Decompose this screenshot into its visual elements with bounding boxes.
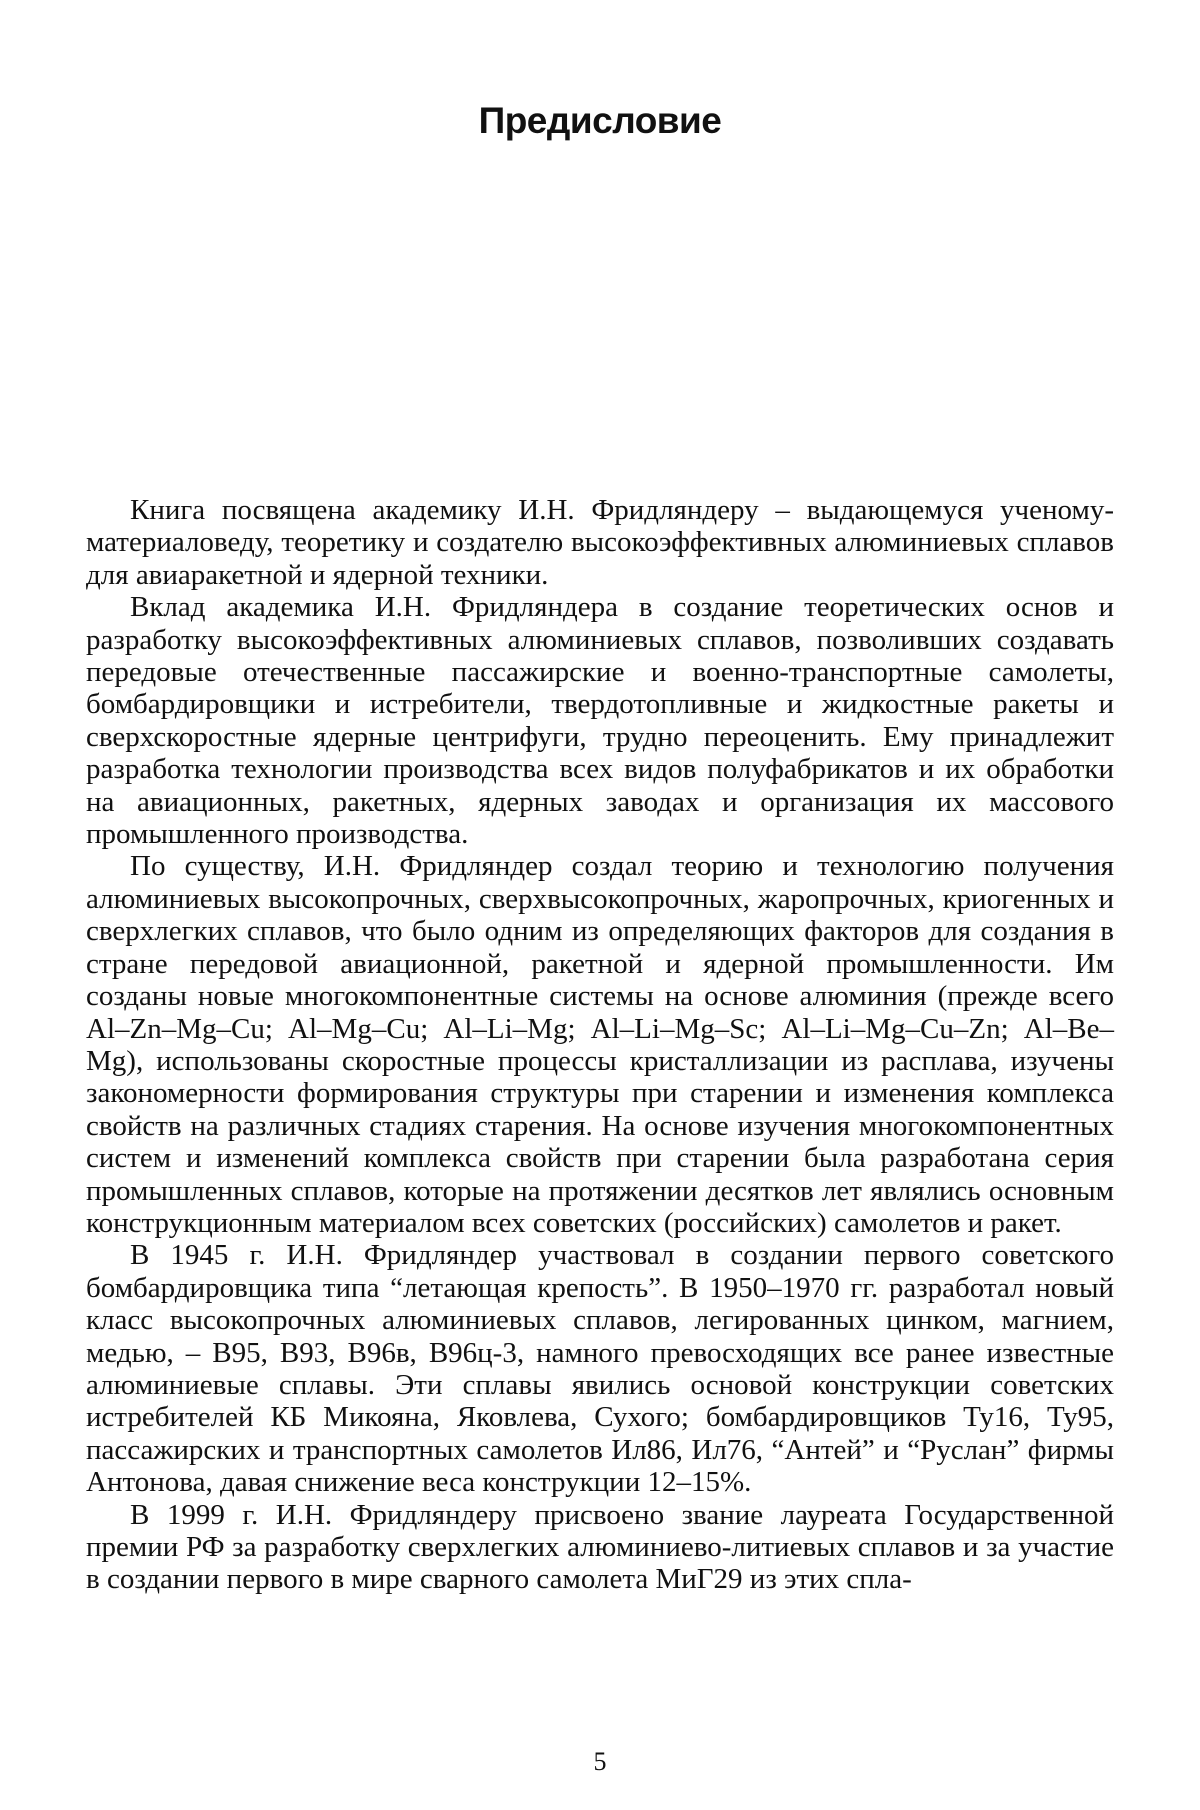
paragraph: Вклад академика И.Н. Фридляндера в создание теоретических основ и разработку высокоэффективных алюминиевых сплавов, позволивших создавать передовые отечественные пассажирские и военно-транспортные самолеты, бомбардировщики и истребители, твердотопливные и жидкостные ракеты и сверхскоростные ядерные центрифуги, трудно переоценить. Ему принадлежит разработка технологии производства всех видов полуфабрикатов и их обработки на авиационных, ракетных, ядерных заводах и организация их массового промышленного производства. — [86, 591, 1114, 851]
page-title: Предисловие — [478, 100, 722, 141]
paragraph: Книга посвящена академику И.Н. Фридляндеру – выдающемуся ученому-материаловеду, теоретику и создателю высокоэффективных алюминиевых сплавов для авиаракетной и ядерной техники. — [86, 494, 1114, 591]
body-text — [86, 494, 1114, 1596]
paragraph: По существу, И.Н. Фридляндер создал теорию и технологию получения алюминиевых высокопрочных, сверхвысокопрочных, жаропрочных, криогенных и сверхлегких сплавов, что было одним из определяющих факторов для создания в стране передовой авиационной, ракетной и ядерной промышленности. Им созданы новые многокомпонентные системы на основе алюминия (прежде всего Al–Zn–Mg–Cu; Al–Mg–Cu; Al–Li–Mg; Al–Li–Mg–Sc; Al–Li–Mg–Cu–Zn; Al–Be–Mg), использованы скоростные процессы кристаллизации из расплава, изучены закономерности формирования структуры при старении и изменения комплекса свойств на различных стадиях старения. На основе изучения многокомпонентных систем и изменений комплекса свойств при старении была разработана серия промышленных сплавов, которые на протяжении десятков лет являлись основным конструкционным материалом всех советских (российских) самолетов и ракет. — [86, 850, 1114, 1239]
paragraph: В 1999 г. И.Н. Фридляндеру присвоено звание лауреата Государственной премии РФ за разработку сверхлегких алюминиево-литиевых сплавов и за участие в создании первого в мире сварного самолета МиГ29 из этих спла- — [86, 1498, 1114, 1596]
paragraph: В 1945 г. И.Н. Фридляндер участвовал в создании первого советского бомбардировщика типа “летающая крепость”. В 1950–1970 гг. разработал новый класс высокопрочных алюминиевых сплавов, легированных цинком, магнием, медью, – В95, В93, В96в, В96ц-3, намного превосходящих все ранее известные алюминиевые сплавы. Эти сплавы явились основой конструкции советских истребителей КБ Микояна, Яковлева, Сухого; бомбардировщиков Ту16, Ту95, пассажирских и транспортных самолетов Ил86, Ил76, “Антей” и “Руслан” фирмы Антонова, давая снижение веса конструкции 12–15%. — [86, 1239, 1114, 1499]
page-number: 5 — [593, 1747, 607, 1776]
